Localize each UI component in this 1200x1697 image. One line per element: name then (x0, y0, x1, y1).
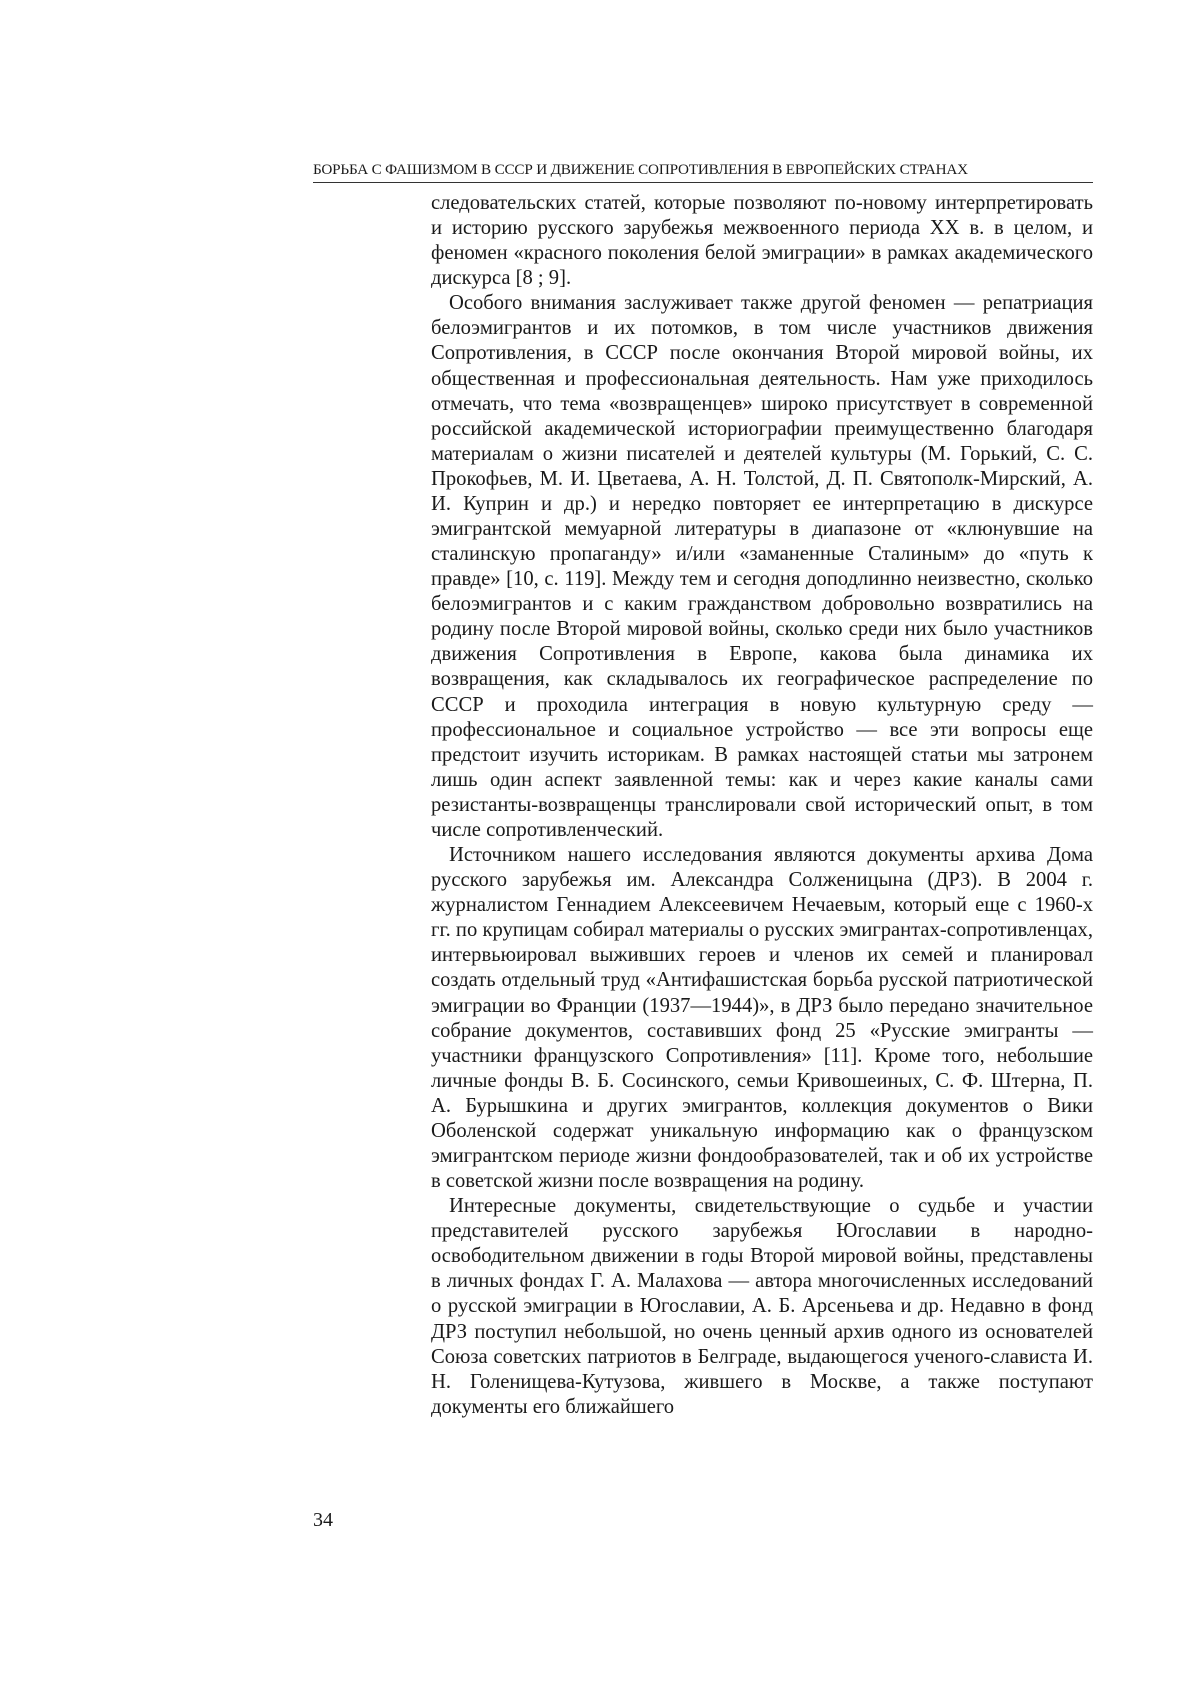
paragraph-continuation: следовательских статей, которые позволяют по-новому интерпретировать и историю русского зарубежья межвоенного периода XX в. в целом, и феномен «красного поколения белой эмиграции» в рамках академического дискурса [8 ; 9]. (431, 192, 1093, 290)
page-number: 34 (313, 1509, 333, 1531)
main-text (431, 191, 1093, 1420)
paragraph-repatriation: Особого внимания заслуживает также другой феномен — репатриация белоэмигрантов и их потомков, в том числе участников движения Сопротивления, в СССР после окончания Второй мировой войны, их общественная и профессиональная деятельность. Нам уже приходилось отмечать, что тема «возвращенцев» широко присутствует в современной российской академической историографии преимущественно благодаря материалам о жизни писателей и деятелей культуры (М. Горький, С. С. Прокофьев, М. И. Цветаева, А. Н. Толстой, Д. П. Святополк-Мирский, А. И. Куприн и др.) и нередко повторяет ее интерпретацию в дискурсе эмигрантской мемуарной литературы в диапазоне от «клюнувшие на сталинскую пропаганду» и/или «заманенные Сталиным» до «путь к правде» [10, с. 119]. Между тем и сегодня доподлинно неизвестно, сколько белоэмигрантов и с каким гражданством добровольно возвратились на родину после Второй мировой войны, сколько среди них было участников движения Сопротивления в Европе, какова была динамика их возвращения, как складывалось их географическое распределение по СССР и проходила интеграция в новую культурную среду — профессиональное и социальное устройство — все эти вопросы еще предстоит изучить историкам. В рамках настоящей статьи мы затронем лишь один аспект заявленной темы: как и через какие каналы сами резистанты-возвращенцы транслировали свой исторический опыт, в том числе сопротивленческий. (431, 292, 1093, 841)
running-header: БОРЬБА С ФАШИЗМОМ В СССР И ДВИЖЕНИЕ СОПРОТИВЛЕНИЯ В ЕВРОПЕЙСКИХ СТРАНАХ (313, 161, 1093, 183)
paragraph-sources: Источником нашего исследования являются документы архива Дома русского зарубежья им. Александра Солженицына (ДРЗ). В 2004 г. журналистом Геннадием Алексеевичем Нечаевым, который еще с 1960-х гг. по крупицам собирал материалы о русских эмигрантах-сопротивленцах, интервьюировал выживших героев и членов их семей и планировал создать отдельный труд «Антифашистская борьба русской патриотической эмиграции во Франции (1937—1944)», в ДРЗ было передано значительное собрание документов, составивших фонд 25 «Русские эмигранты — участники французского Сопротивления» [11]. Кроме того, небольшие личные фонды В. Б. Сосинского, семьи Кривошеиных, С. Ф. Штерна, П. А. Бурышкина и других эмигрантов, коллекция документов о Вики Оболенской содержат уникальную информацию как о французском эмигрантском периоде жизни фондообразователей, так и об их устройстве в советской жизни после возвращения на родину. (431, 844, 1093, 1193)
paragraph-yugoslavia: Интересные документы, свидетельствующие о судьбе и участии представителей русского зарубежья Югославии в народно-освободительном движении в годы Второй мировой войны, представлены в личных фондах Г. А. Малахова — автора многочисленных исследований о русской эмиграции в Югославии, А. Б. Арсеньева и др. Недавно в фонд ДРЗ поступил небольшой, но очень ценный архив одного из основателей Союза советских патриотов в Белграде, выдающегося ученого-слависта И. Н. Голенищева-Кутузова, жившего в Москве, а также поступают документы его ближайшего (431, 1195, 1093, 1418)
